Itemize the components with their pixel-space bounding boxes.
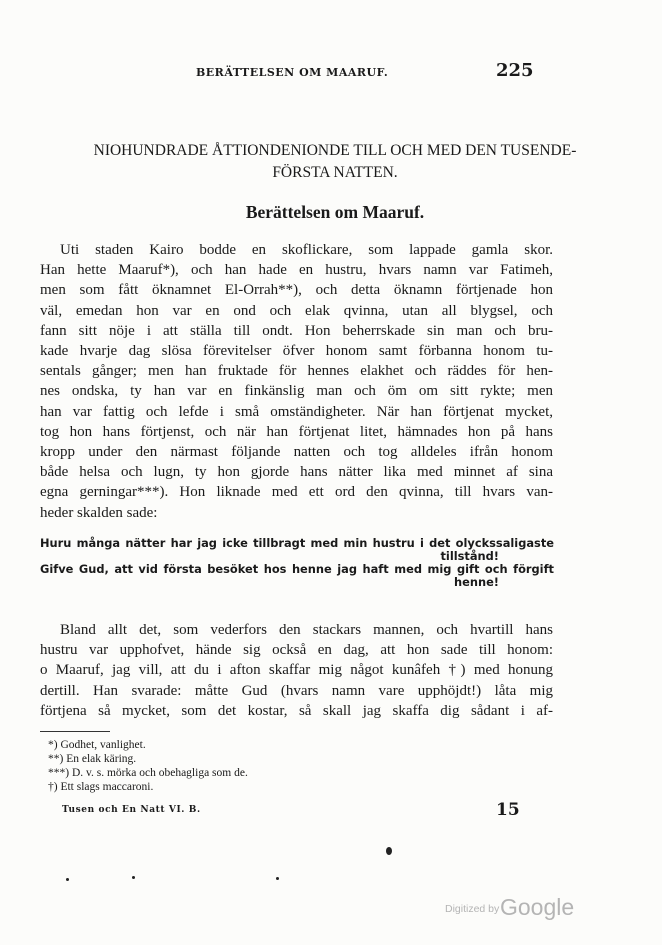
text-line: men som fått öknamnet El-Orrah**), och detta öknamn förtjenade hon [40, 282, 553, 299]
footnote: **) En elak käring. [48, 753, 137, 765]
text-line: Uti staden Kairo bodde en skoflickare, som lappade gamla skor. [60, 242, 553, 258]
paragraph-1 [40, 240, 553, 523]
text-line: hustru var upphofvet, hände sig också en dag, att hon sade till honom: [40, 642, 553, 659]
footnotes [48, 738, 248, 794]
text-line: han var fattig och lefde i små omständigheter. När han förtjenat mycket, [40, 403, 553, 420]
ink-speck [66, 878, 69, 881]
page-number: 225 [496, 60, 534, 81]
footnote: ***) D. v. s. mörka och obehagliga som de. [48, 767, 248, 779]
text-line: kropp under den närmast följande natten och tog alldeles ifrån honom [40, 444, 553, 461]
text-line: tog hon hans förtjenst, och när han förtjenat litet, hämnades hon på hans [40, 423, 553, 440]
text-line: både helsa och lugn, ty hon gjorde hans nätter lika med minnet af sina [40, 464, 553, 481]
chapter-title-line: NIOHUNDRADE ÅTTIONDENIONDE TILL OCH MED DEN TUSENDE- [93, 142, 577, 159]
text-line: Bland allt det, som vederfors den stackars mannen, och hvartill hans [60, 622, 553, 638]
ink-speck [276, 877, 279, 880]
text-line: heder skalden sade: [40, 504, 158, 521]
text-line: väl, emedan hon var en ond och elak qvinna, utan all blygsel, och [40, 302, 553, 319]
text-line: o Maaruf, jag vill, att du i afton skaffar mig något kunâfeh †) med honung [40, 662, 553, 679]
signature-mark: Tusen och En Natt VI. B. [62, 805, 201, 815]
text-line: sentals gånger; men han fruktade för hennes elakhet och räddes för hen- [40, 363, 553, 380]
text-line: förtjena så mycket, som det kostar, så skall jag skaffa dig sådant i af- [40, 702, 553, 719]
ink-speck [386, 847, 392, 855]
verse-continuation: tillstånd! [440, 549, 499, 563]
verse-block [40, 537, 554, 589]
verse-line: Gifve Gud, att vid första besöket hos henne jag haft med mig gift och förgift [40, 562, 554, 576]
chapter-title [40, 140, 630, 184]
text-line: egna gerningar***). Hon liknade med ett ord den qvinna, till hvars van- [40, 484, 553, 501]
running-head: BERÄTTELSEN OM MAARUF. [196, 66, 389, 79]
footnote: †) Ett slags maccaroni. [48, 781, 154, 793]
chapter-title-line: FÖRSTA NATTEN. [272, 164, 398, 181]
text-line: nes ondska, ty han var en finkänslig man och öm om sitt rykte; men [40, 383, 553, 400]
paragraph-2 [40, 620, 553, 721]
google-watermark: Google [500, 894, 575, 920]
footnote-divider [40, 731, 110, 732]
text-line: dertill. Han svarade: måtte Gud (hvars namn vare upphöjdt!) låta mig [40, 682, 553, 699]
verse-line: Huru många nätter har jag icke tillbragt med min hustru i det olyckssaligaste [40, 536, 554, 550]
text-line: Han hette Maaruf*), och han hade en hustru, hvars namn var Fatimeh, [40, 262, 553, 279]
text-line: kade hvarje dag slösa förevitelser öfver honom samt förbanna honom tu- [40, 343, 553, 360]
sheet-number: 15 [496, 800, 520, 820]
digitized-by-label: Digitized by [445, 903, 500, 915]
story-title: Berättelsen om Maaruf. [245, 202, 425, 222]
text-line: fann sitt nöje i att ställa till ondt. Hon beherrskade sin man och bru- [40, 322, 553, 339]
footnote: *) Godhet, vanlighet. [48, 739, 146, 751]
ink-speck [132, 876, 135, 879]
verse-continuation: henne! [454, 575, 499, 589]
